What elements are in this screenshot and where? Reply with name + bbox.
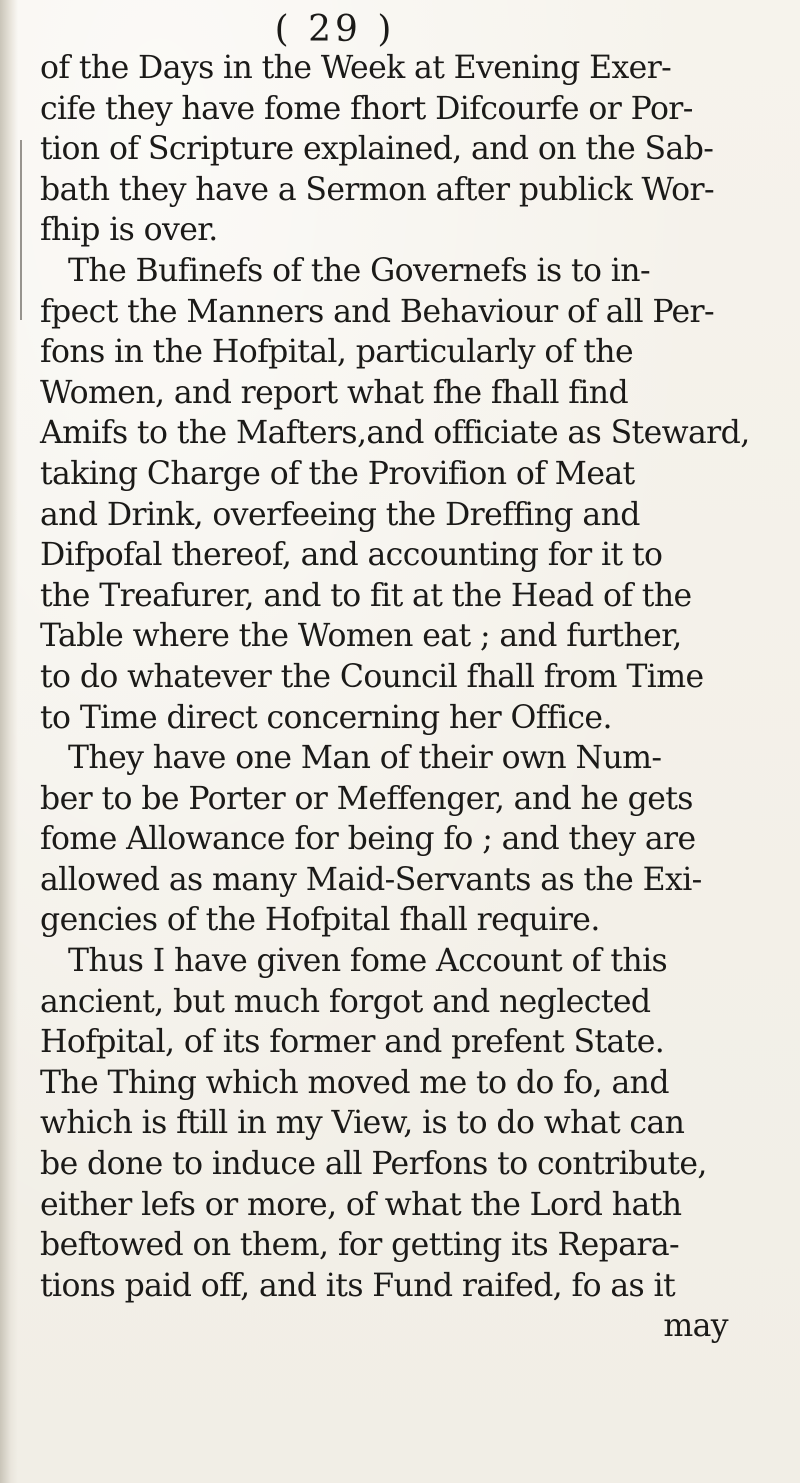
text-line: Amifs to the Mafters,and officiate as Steward, <box>40 415 750 452</box>
text-line: of the Days in the Week at Evening Exer- <box>40 50 672 86</box>
text-line: gencies of the Hofpital fhall require. <box>40 902 600 939</box>
page-number: ( 29 ) <box>274 9 396 50</box>
text-line: and Drink, overfeeing the Dreffing and <box>40 496 640 533</box>
text-line: taking Charge of the Provifion of Meat <box>40 455 635 492</box>
text-line: bath they have a Sermon after publick Wor- <box>40 171 715 208</box>
text-line: Difpofal thereof, and accounting for it to <box>40 537 663 574</box>
text-line: fome Allowance for being fo ; and they are <box>40 821 696 858</box>
text-line: fhip is over. <box>40 212 218 249</box>
text-line: to do whatever the Council fhall from Time <box>40 658 704 695</box>
text-line: allowed as many Maid-Servants as the Exi- <box>40 861 702 898</box>
text-line: fpect the Manners and Behaviour of all Per- <box>40 293 715 330</box>
paragraph-start-line: The Bufinefs of the Governefs is to in- <box>68 252 651 289</box>
text-line: ber to be Porter or Meffenger, and he gets <box>40 780 693 817</box>
text-line: ancient, but much forgot and neglected <box>40 983 651 1020</box>
text-line: which is ftill in my View, is to do what can <box>40 1105 685 1142</box>
text-line: the Treafurer, and to fit at the Head of the <box>40 577 692 614</box>
text-line: Table where the Women eat ; and further, <box>40 618 682 655</box>
text-line: cife they have fome fhort Difcourfe or Por- <box>40 90 693 127</box>
text-line: to Time direct concerning her Office. <box>40 699 612 736</box>
text-line: The Thing which moved me to do fo, and <box>40 1064 669 1101</box>
text-line: either lefs or more, of what the Lord hath <box>40 1186 682 1223</box>
catchword: may <box>663 1308 728 1345</box>
binding-edge-line <box>20 140 22 320</box>
text-line: tions paid off, and its Fund raifed, fo as it <box>40 1267 676 1304</box>
binding-gutter <box>0 0 18 1483</box>
text-line: fons in the Hofpital, particularly of the <box>40 334 634 371</box>
text-line: tion of Scripture explained, and on the Sab- <box>40 131 714 168</box>
paragraph-start-line: Thus I have given fome Account of this <box>68 943 668 980</box>
text-line: be done to induce all Perfons to contribute, <box>40 1146 707 1183</box>
paragraph-start-line: They have one Man of their own Num- <box>68 740 662 777</box>
text-line: Hofpital, of its former and prefent State. <box>40 1024 665 1061</box>
text-line: beftowed on them, for getting its Repara- <box>40 1227 680 1264</box>
text-line: Women, and report what fhe fhall find <box>40 374 629 411</box>
body-text <box>40 48 796 1347</box>
